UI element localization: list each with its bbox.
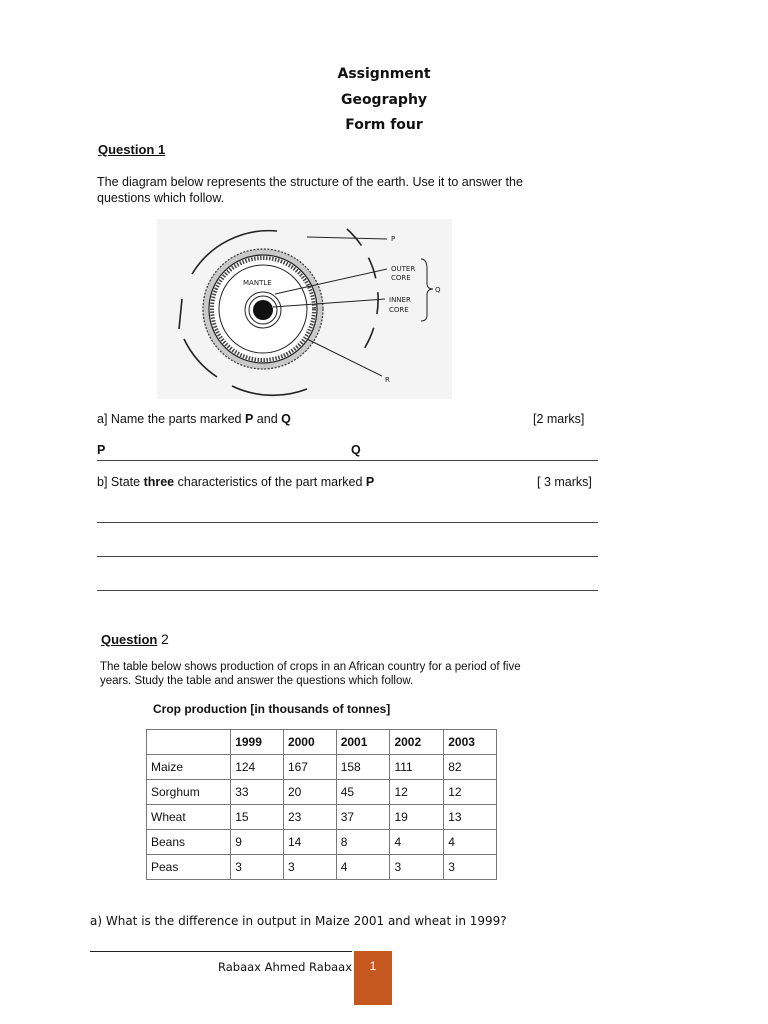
table-cell: Sorghum <box>147 780 231 805</box>
table-cell: 4 <box>336 855 390 880</box>
answer-line <box>97 556 598 557</box>
title-form: Form four <box>345 117 423 133</box>
table-header-row <box>147 730 497 755</box>
table-cell: 82 <box>444 755 497 780</box>
brace-q <box>421 259 433 321</box>
table-cell: 15 <box>231 805 284 830</box>
answer-label-q: Q <box>351 443 361 457</box>
table-cell: 20 <box>283 780 336 805</box>
question-1b-p: P <box>365 475 375 489</box>
question-2-intro: The table below shows production of crops in an African country for a period of five years. Study the table and answer the questions which follow. <box>100 661 521 687</box>
atmosphere-arc <box>184 339 217 377</box>
table-row <box>147 805 497 830</box>
label-r: R <box>385 376 390 384</box>
table-cell: 4 <box>444 830 497 855</box>
answer-line <box>97 590 598 591</box>
table-cell: Beans <box>147 830 231 855</box>
answer-line <box>97 522 598 523</box>
answer-label-p: P <box>97 443 106 457</box>
table-row <box>147 755 497 780</box>
question-2-heading <box>101 631 169 647</box>
question-1a-and: and <box>253 412 282 426</box>
table-cell: 3 <box>231 855 284 880</box>
inner-core <box>253 300 273 320</box>
atmosphere-arc <box>179 299 182 329</box>
question-2-number: 2 <box>160 631 169 647</box>
table-cell: 12 <box>444 780 497 805</box>
table-cell: Wheat <box>147 805 231 830</box>
atmosphere-arc <box>232 386 307 395</box>
label-inner-core-line1: INNER <box>389 296 411 304</box>
table-cell: 45 <box>336 780 390 805</box>
table-cell: 4 <box>390 830 444 855</box>
label-p: P <box>391 235 396 243</box>
label-q: Q <box>435 286 441 294</box>
question-1a <box>97 411 291 427</box>
question-1a-q: Q <box>281 412 291 426</box>
earth-diagram-svg <box>157 219 452 399</box>
page-number-badge: 1 <box>354 951 392 1005</box>
question-1b <box>97 474 374 490</box>
label-mantle: MANTLE <box>243 279 272 287</box>
question-1a-marks: [2 marks] <box>533 412 585 426</box>
answer-line <box>97 460 598 461</box>
footer-rule <box>90 951 352 952</box>
table-row <box>147 855 497 880</box>
question-2a: a) What is the difference in output in Maize 2001 and wheat in 1999? <box>90 914 507 928</box>
footer-author: Rabaax Ahmed Rabaax <box>218 960 353 974</box>
table-cell: 33 <box>231 780 284 805</box>
table-cell: 124 <box>231 755 284 780</box>
question-1a-p: P <box>244 412 254 426</box>
table-header-cell: 2002 <box>390 730 444 755</box>
table-title: Crop production [in thousands of tonnes] <box>153 702 391 716</box>
title-subject: Geography <box>340 92 428 108</box>
table-cell: 23 <box>283 805 336 830</box>
table-header-cell: 2000 <box>283 730 336 755</box>
table-cell: 12 <box>390 780 444 805</box>
table-cell: 3 <box>390 855 444 880</box>
table-cell: 8 <box>336 830 390 855</box>
question-2-heading-text: Question <box>101 632 158 647</box>
table-cell: 14 <box>283 830 336 855</box>
table-header-cell: 1999 <box>231 730 284 755</box>
question-1b-text: b] State <box>97 475 144 489</box>
table-cell: Maize <box>147 755 231 780</box>
question-1b-middle: characteristics of the part marked <box>174 475 366 489</box>
table-cell: 3 <box>283 855 336 880</box>
earth-structure-diagram <box>157 219 452 399</box>
label-inner-core-line2: CORE <box>389 306 409 314</box>
question-1b-marks: [ 3 marks] <box>537 475 592 489</box>
question-1-intro: The diagram below represents the structure of the earth. Use it to answer the questions which follow. <box>97 175 523 205</box>
leader-line-p <box>307 237 387 239</box>
crop-production-table <box>146 729 497 880</box>
question-1-heading: Question 1 <box>98 142 166 157</box>
table-row <box>147 830 497 855</box>
table-cell: 37 <box>336 805 390 830</box>
table-cell: Peas <box>147 855 231 880</box>
table-cell: 111 <box>390 755 444 780</box>
question-1a-text: a] Name the parts marked <box>97 412 245 426</box>
question-1b-three: three <box>143 475 175 489</box>
table-cell: 9 <box>231 830 284 855</box>
table-cell: 13 <box>444 805 497 830</box>
leader-line-r <box>307 339 382 376</box>
table-header-cell: 2001 <box>336 730 390 755</box>
table-cell: 19 <box>390 805 444 830</box>
table-cell: 158 <box>336 755 390 780</box>
label-outer-core-line2: CORE <box>391 274 411 282</box>
label-outer-core-line1: OUTER <box>391 265 416 273</box>
table-header-cell: 2003 <box>444 730 497 755</box>
table-cell: 3 <box>444 855 497 880</box>
atmosphere-arc <box>347 229 378 359</box>
title-assignment: Assignment <box>337 66 431 82</box>
table-cell: 167 <box>283 755 336 780</box>
table-row <box>147 780 497 805</box>
table-header-cell <box>147 730 231 755</box>
